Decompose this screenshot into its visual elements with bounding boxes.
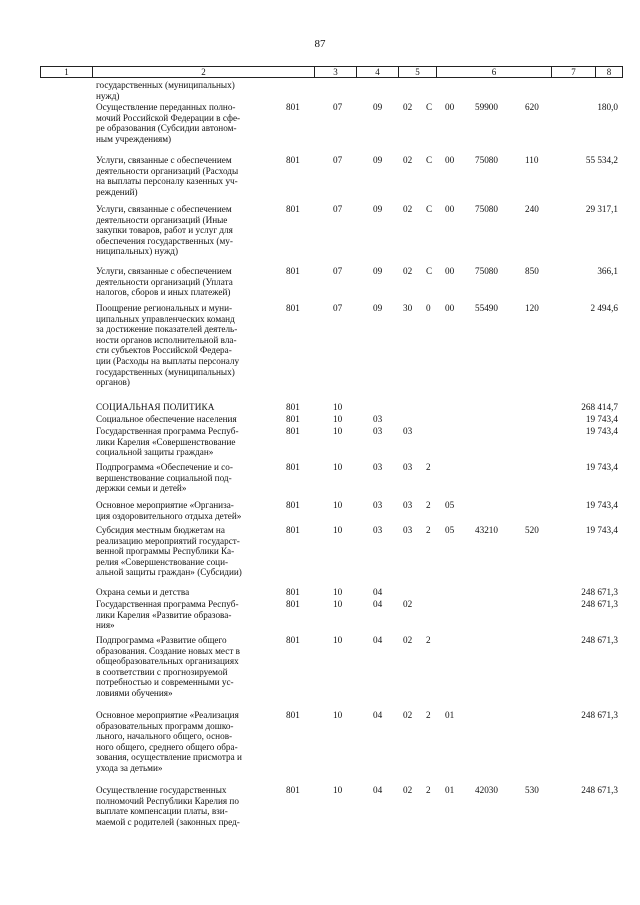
row-activity-code: 00 [445,266,455,276]
row-amount: 180,0 [597,102,618,112]
page-number: 87 [314,38,326,50]
row-direction-code: 59900 [475,102,498,112]
row-amount: 19 743,4 [585,525,618,535]
row-subprogram-code: 2 [426,710,431,720]
row-program-code: 02 [403,710,413,720]
section-heading: СОЦИАЛЬНАЯ ПОЛИТИКА [96,402,215,412]
row-section-code: 07 [333,266,343,276]
row-program-code: 02 [403,785,413,795]
row-direction-code: 42030 [475,785,498,795]
row-program-code: 03 [403,426,413,436]
row-amount: 366,1 [597,266,618,276]
row-description: государственных (муниципальных) нужд) [96,80,235,101]
row-subsection-code: 03 [373,462,383,472]
column-header-5: 5 [399,67,437,77]
row-description: Услуги, связанные с обеспечением деятельности организаций (Уплата налогов, сборов и иных платежей) [96,266,233,298]
row-description: Основное мероприятие «Реализация образовательных программ дошко- льного, начального общего, основ- ного общего, среднего общего обра- зования, осуществление присмотра и ухода за детьми» [96,710,242,773]
row-subprogram-code: 2 [426,462,431,472]
row-section-code: 10 [333,587,343,597]
row-activity-code: 00 [445,102,455,112]
row-subsection-code: 04 [373,635,383,645]
row-subsection-code: 04 [373,599,383,609]
row-section-code: 07 [333,204,343,214]
row-subsection-code: 09 [373,266,383,276]
row-program-code: 03 [403,525,413,535]
row-subsection-code: 09 [373,204,383,214]
row-amount: 268 414,7 [581,402,618,412]
row-ministry-code: 801 [286,426,300,436]
row-subprogram-code: 2 [426,500,431,510]
row-ministry-code: 801 [286,525,300,535]
row-section-code: 10 [333,426,343,436]
row-description: Государственная программа Респуб- лики Карелия «Развитие образова- ния» [96,599,239,631]
row-description: Охрана семьи и детства [96,587,190,597]
row-description: Государственная программа Респуб- лики Карелия «Совершенствование социальной защиты граждан» [96,426,239,458]
row-amount: 19 743,4 [585,462,618,472]
row-section-code: 10 [333,414,343,424]
row-program-code: 03 [403,500,413,510]
row-subsection-code: 04 [373,710,383,720]
column-header-4: 4 [357,67,399,77]
row-subprogram-code: С [426,155,433,165]
row-section-code: 07 [333,155,343,165]
row-subprogram-code: 0 [426,303,431,313]
row-section-code: 10 [333,462,343,472]
row-direction-code: 75080 [475,155,498,165]
row-expense-type-code: 520 [525,525,539,535]
row-subsection-code: 03 [373,414,383,424]
row-expense-type-code: 850 [525,266,539,276]
row-description: Подпрограмма «Развитие общего образования. Создание новых мест в общеобразовательных организациях в соответствии с прогнозируемой потребностью и современными ус- ловиями обучения» [96,635,240,698]
row-description: Поощрение региональных и муни- ципальных управленческих команд за достижение показателей деятель- ности органов исполнительной вла- сти субъектов Российской Федера- ции (Расходы на выплаты персоналу государственных (муниципальных) органов) [96,303,240,388]
row-ministry-code: 801 [286,303,300,313]
row-subprogram-code: С [426,204,433,214]
row-description: Осуществление государственных полномочий Республики Карелия по выплате компенсации платы, взи- маемой с родителей (законных пред- [96,785,240,827]
row-subprogram-code: С [426,266,433,276]
row-ministry-code: 801 [286,710,300,720]
row-section-code: 10 [333,635,343,645]
row-section-code: 10 [333,500,343,510]
row-description: Подпрограмма «Обеспечение и со- вершенствование социальной под- держки семьи и детей» [96,462,233,494]
column-header-2: 2 [93,67,315,77]
row-subsection-code: 03 [373,426,383,436]
column-header-1: 1 [41,67,93,77]
row-amount: 55 534,2 [585,155,618,165]
row-amount: 248 671,3 [581,599,618,609]
row-ministry-code: 801 [286,599,300,609]
row-subprogram-code: 2 [426,525,431,535]
row-activity-code: 00 [445,303,455,313]
row-subsection-code: 04 [373,587,383,597]
row-subsection-code: 09 [373,102,383,112]
row-expense-type-code: 620 [525,102,539,112]
column-header-8: 8 [606,67,612,77]
row-amount: 2 494,6 [590,303,618,313]
row-ministry-code: 801 [286,204,300,214]
row-ministry-code: 801 [286,785,300,795]
row-program-code: 02 [403,155,413,165]
row-subsection-code: 03 [373,500,383,510]
row-amount: 248 671,3 [581,635,618,645]
row-direction-code: 43210 [475,525,498,535]
row-expense-type-code: 240 [525,204,539,214]
row-description: Услуги, связанные с обеспечением деятельности организаций (Иные закупки товаров, работ и услуг для обеспечения государственных (му- ниципальных) нужд) [96,204,233,257]
row-section-code: 10 [333,599,343,609]
column-header-6: 6 [437,67,552,77]
row-section-code: 10 [333,710,343,720]
row-section-code: 07 [333,102,343,112]
row-program-code: 02 [403,599,413,609]
row-direction-code: 75080 [475,204,498,214]
row-activity-code: 01 [445,785,455,795]
row-direction-code: 55490 [475,303,498,313]
row-description: Социальное обеспечение населения [96,414,237,424]
row-ministry-code: 801 [286,266,300,276]
row-activity-code: 05 [445,500,455,510]
row-section-code: 10 [333,525,343,535]
row-amount: 29 317,1 [585,204,618,214]
row-subsection-code: 09 [373,303,383,313]
row-program-code: 03 [403,462,413,472]
row-ministry-code: 801 [286,155,300,165]
row-ministry-code: 801 [286,414,300,424]
row-ministry-code: 801 [286,102,300,112]
row-program-code: 02 [403,204,413,214]
row-ministry-code: 801 [286,500,300,510]
row-section-code: 10 [333,402,343,412]
row-subprogram-code: С [426,102,433,112]
row-subsection-code: 03 [373,525,383,535]
row-amount: 248 671,3 [581,785,618,795]
row-ministry-code: 801 [286,635,300,645]
row-subsection-code: 04 [373,785,383,795]
row-expense-type-code: 120 [525,303,539,313]
row-amount: 248 671,3 [581,587,618,597]
row-amount: 19 743,4 [585,414,618,424]
row-ministry-code: 801 [286,462,300,472]
row-expense-type-code: 110 [525,155,539,165]
row-activity-code: 01 [445,710,455,720]
row-subsection-code: 09 [373,155,383,165]
row-program-code: 02 [403,266,413,276]
row-subprogram-code: 2 [426,635,431,645]
row-activity-code: 00 [445,155,455,165]
row-direction-code: 75080 [475,266,498,276]
row-amount: 19 743,4 [585,500,618,510]
row-amount: 19 743,4 [585,426,618,436]
row-description: Услуги, связанные с обеспечением деятельности организаций (Расходы на выплаты персоналу казенных уч- реждений) [96,155,239,197]
row-section-code: 07 [333,303,343,313]
row-activity-code: 05 [445,525,455,535]
column-header-3: 3 [315,67,357,77]
row-section-code: 10 [333,785,343,795]
row-program-code: 30 [403,303,413,313]
row-amount: 248 671,3 [581,710,618,720]
row-program-code: 02 [403,102,413,112]
row-ministry-code: 801 [286,587,300,597]
row-description: Осуществление переданных полно- мочий Российской Федерации в сфе- ре образования (Субсидии автоном- ным учреждениям) [96,102,241,144]
row-description: Субсидия местным бюджетам на реализацию мероприятий государст- венной программы Республики Ка- релия «Совершенствование соци- альной защиты граждан» (Субсидии) [96,525,242,578]
row-description: Основное мероприятие «Организа- ция оздоровительного отдыха детей» [96,500,242,521]
column-header-7: 7 [552,67,596,77]
row-subprogram-code: 2 [426,785,431,795]
row-activity-code: 00 [445,204,455,214]
row-expense-type-code: 530 [525,785,539,795]
row-program-code: 02 [403,635,413,645]
row-ministry-code: 801 [286,402,300,412]
